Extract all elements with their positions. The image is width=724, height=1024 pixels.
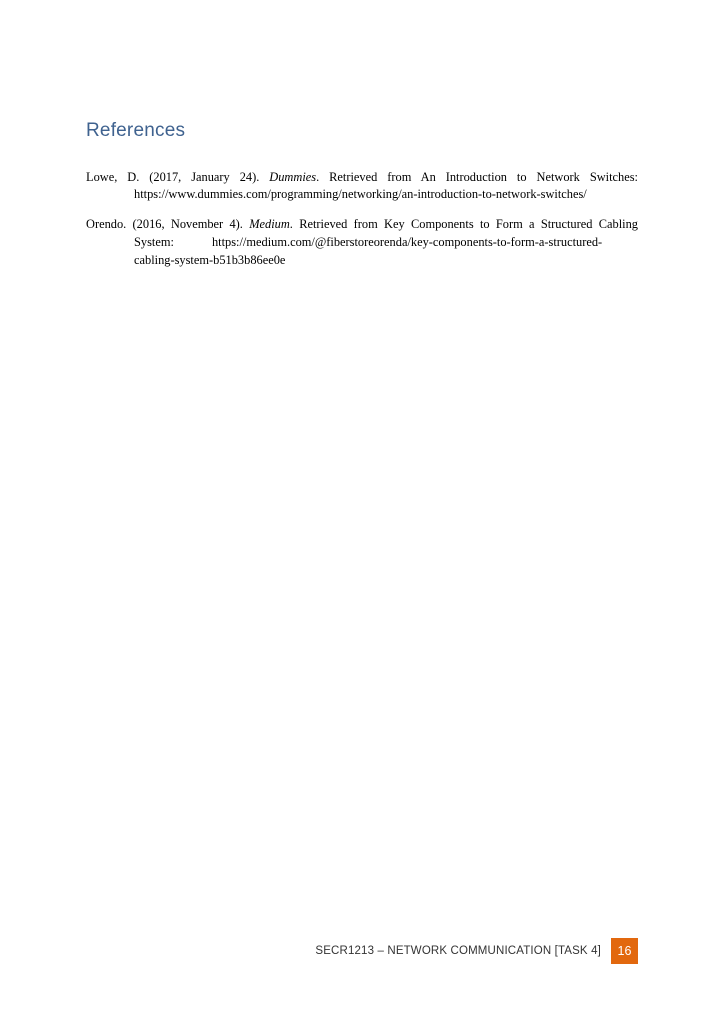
footer-inner (315, 938, 638, 964)
page-footer (0, 938, 724, 964)
page-title: References (86, 120, 186, 141)
reference-author-date: Lowe, D. (2017, January 24). (86, 169, 270, 184)
reference-url[interactable]: https://www.dummies.com/programming/networking/an-introduction-to-network-switches/ (134, 187, 587, 202)
reference-url[interactable]: https://medium.com/@fiberstoreorenda/key-components-to-form-a-structured-cabling-system-b51b3b86ee0e (134, 235, 603, 267)
list-item (86, 169, 638, 204)
reference-retrieved-text: . Retrieved from Key Components to Form a Structured Cabling System: (134, 217, 638, 250)
reference-author-date: Orendo. (2016, November 4). (86, 217, 250, 232)
page-content (86, 120, 638, 280)
page-number-badge: 16 (611, 938, 638, 964)
reference-source: Medium (249, 217, 290, 232)
footer-title: SECR1213 – NETWORK COMMUNICATION [TASK 4] (315, 945, 601, 957)
reference-retrieved-text: . Retrieved from An Introduction to Network Switches: (316, 169, 639, 184)
reference-source: Dummies (269, 169, 317, 184)
reference-list (86, 169, 638, 269)
list-item (86, 216, 638, 269)
